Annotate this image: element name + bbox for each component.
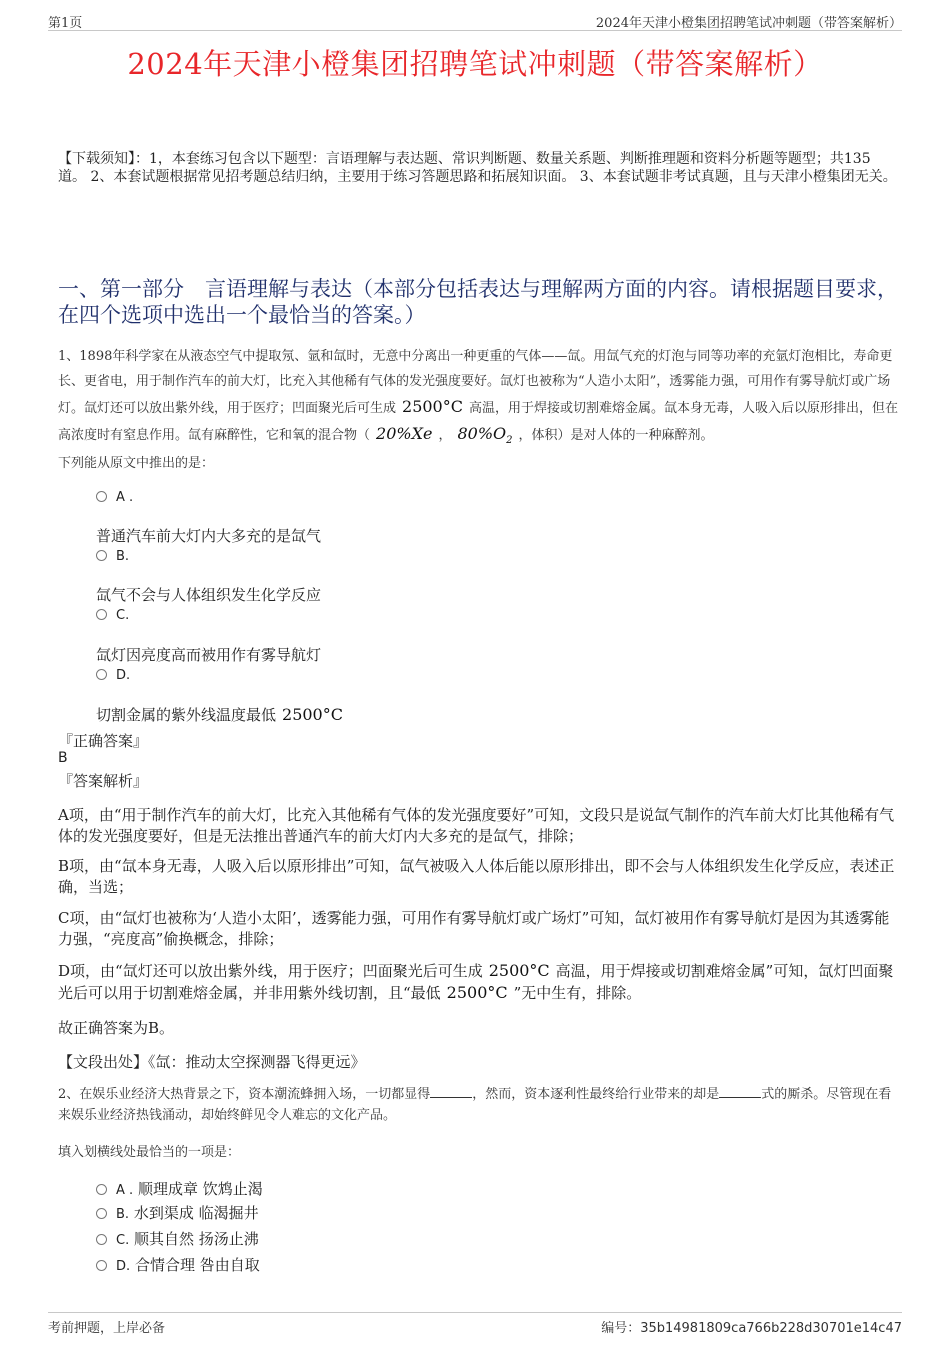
question-1-passage: 1、1898年科学家在从液态空气中提取氖、氩和氙时，无意中分离出一种更重的气体——氙。用氙气充的灯泡与同等功率的充氩灯泡相比，寿命更长、更省电，用于制作汽车的前大灯，比充入其他稀有气体的发光强度要好。氙灯也被称为“人造小太阳”，透雾能力强，可用作有雾导航灯或广场灯。氙灯还可以放出紫外线，用于医疗；凹面聚光后可生成 2500°C 高温，用于焊接或切割难熔金属。氙本身无毒，人吸入后以原形排出，但在高浓度时有窒息作用。氙有麻醉性，它和氧的混合物（ 20%Xe ， $80\%O_2$ ，体积）是对人体的一种麻醉剂。	[58, 349, 898, 447]
option-c[interactable]: C.	[96, 607, 129, 623]
option-d-text: 切割金属的紫外线温度最低 2500°C	[96, 704, 349, 725]
explanation-a: A项，由“用于制作汽车的前大灯，比充入其他稀有气体的发光强度要好”可知，文段只是说氙气制作的汽车前大灯比其他稀有气体的发光强度要好，但是无法推出普通汽车的前大灯内大多充的是氙气，排除；	[58, 806, 895, 845]
answer-label: 『正确答案』	[58, 732, 149, 750]
footer-code: 编号：35b14981809ca766b228d30701e14c47	[601, 1321, 902, 1336]
math-temperature: 2500°C	[402, 397, 463, 416]
source-note: 【文段出处】《氙：推动太空探测器飞得更远》	[58, 1053, 366, 1071]
q2-option-b[interactable]: B. 水到渠成 临渴掘井	[96, 1202, 259, 1223]
math-o2: $80\%O_2$	[457, 424, 513, 447]
page-title: 2024年天津小橙集团招聘笔试冲刺题（带答案解析）	[127, 47, 823, 81]
question-2-prompt: 填入划横线处最恰当的一项是：	[58, 1145, 241, 1160]
download-notice: 【下载须知】：1，本套练习包含以下题型：言语理解与表达题、常识判断题、数量关系题、判断推理题和资料分析题等题型；共135道。 2、本套试题根据常见招考题总结归纳，主要用于练习答题思路和拓展知识面。 3、本套试题非考试真题，且与天津小橙集团无关。	[58, 151, 897, 185]
radio-icon[interactable]	[96, 1184, 107, 1195]
math-temperature: 2500°C	[488, 961, 550, 980]
page-header	[48, 10, 902, 31]
radio-icon[interactable]	[96, 491, 107, 502]
footer-slogan: 考前押题，上岸必备	[48, 1321, 166, 1336]
section-heading: 一、第一部分 言语理解与表达（本部分包括表达与理解两方面的内容。请根据题目要求，在四个选项中选出一个最恰当的答案。）	[58, 277, 898, 327]
radio-icon[interactable]	[96, 1260, 107, 1271]
radio-icon[interactable]	[96, 1234, 107, 1245]
math-temperature: 2500°C	[446, 983, 508, 1002]
answer-value: B	[58, 750, 68, 766]
radio-icon[interactable]	[96, 550, 107, 561]
q2-option-a[interactable]: A . 顺理成章 饮鸩止渴	[96, 1178, 263, 1199]
conclusion: 故正确答案为B。	[58, 1019, 175, 1037]
radio-icon[interactable]	[96, 609, 107, 620]
option-c-text: 氙灯因亮度高而被用作有雾导航灯	[96, 646, 322, 664]
question-1-prompt: 下列能从原文中推出的是：	[58, 456, 215, 471]
option-b-text: 氙气不会与人体组织发生化学反应	[96, 586, 322, 604]
option-b[interactable]: B.	[96, 548, 129, 564]
q2-option-d[interactable]: D. 合情合理 咎由自取	[96, 1254, 260, 1275]
page-footer	[48, 1312, 902, 1335]
math-temperature: 2500°C	[282, 705, 343, 724]
question-2-passage: 2、在娱乐业经济大热背景之下，资本潮流蜂拥入场，一切都显得 ，然而，资本逐利性最终给行业带来的却是 式的厮杀。尽管现在看来娱乐业经济热钱涌动，却始终鲜见令人难忘的文化产品。	[58, 1087, 892, 1123]
option-d[interactable]: D.	[96, 667, 130, 683]
header-doc-title: 2024年天津小橙集团招聘笔试冲刺题（带答案解析）	[595, 16, 902, 31]
q2-option-c[interactable]: C. 顺其自然 扬汤止沸	[96, 1228, 259, 1249]
option-a[interactable]: A .	[96, 489, 133, 505]
option-a-text: 普通汽车前大灯内大多充的是氙气	[96, 527, 322, 545]
explanation-c: C项，由“氙灯也被称为‘人造小太阳’，透雾能力强，可用作有雾导航灯或广场灯”可知，氙灯被用作有雾导航灯是因为其透雾能力强，“亮度高”偷换概念，排除；	[58, 909, 890, 948]
explanation-d: D项，由“氙灯还可以放出紫外线，用于医疗；凹面聚光后可生成 2500°C 高温，用于焊接或切割难熔金属”可知，氙灯凹面聚光后可以用于切割难熔金属，并非用紫外线切割，且“最低 2500°C ”无中生有，排除。	[58, 961, 894, 1002]
math-xe: 20%Xe	[376, 424, 433, 443]
radio-icon[interactable]	[96, 669, 107, 680]
blank-1	[430, 1085, 472, 1098]
page-number: 第1页	[48, 16, 83, 31]
analysis-label: 『答案解析』	[58, 772, 149, 790]
explanation-b: B项，由“氙本身无毒，人吸入后以原形排出”可知，氙气被吸入人体后能以原形排出，即不会与人体组织发生化学反应，表述正确，当选；	[58, 857, 895, 896]
blank-2	[719, 1085, 761, 1098]
radio-icon[interactable]	[96, 1208, 107, 1219]
